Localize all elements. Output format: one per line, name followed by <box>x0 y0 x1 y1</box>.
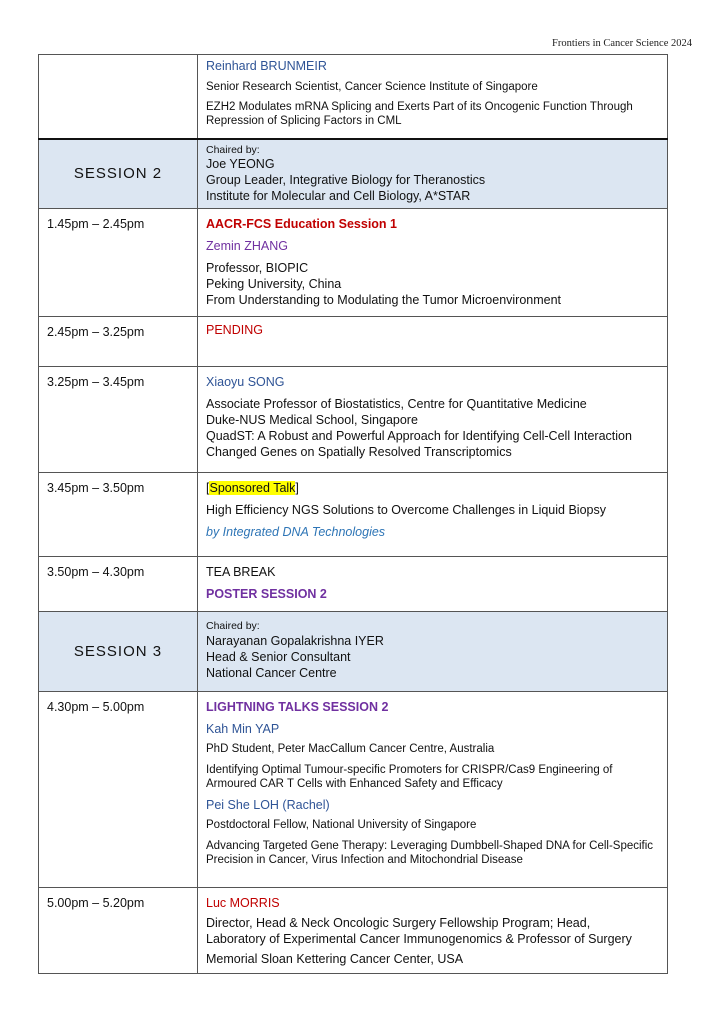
time-cell: 4.30pm – 5.00pm <box>39 692 198 888</box>
chair-institution: National Cancer Centre <box>206 666 337 680</box>
talk-title-line: Repression of Splicing Factors in CML <box>206 115 402 127</box>
session-heading: LIGHTNING TALKS SESSION 2 <box>206 700 389 714</box>
chair-cell <box>198 139 668 209</box>
talk-title-line: QuadST: A Robust and Powerful Approach for Identifying Cell-Cell Interaction <box>206 429 632 443</box>
table-row <box>39 888 668 974</box>
talk-title-line: EZH2 Modulates mRNA Splicing and Exerts Part of its Oncogenic Function Through <box>206 101 633 113</box>
table-row <box>39 473 668 557</box>
talk-title: From Understanding to Modulating the Tumor Microenvironment <box>206 293 562 307</box>
talk-title-line: Precision in Cancer, Virus Infection and Mitochondrial Disease <box>206 854 523 866</box>
chair-role: Group Leader, Integrative Biology for Theranostics <box>206 172 486 187</box>
time-cell: 2.45pm – 3.25pm <box>39 317 198 367</box>
time-cell: 3.50pm – 4.30pm <box>39 557 198 612</box>
chair-role: Head & Senior Consultant <box>206 650 351 664</box>
tea-break-label: TEA BREAK <box>206 565 276 579</box>
time-cell: 1.45pm – 2.45pm <box>39 209 198 317</box>
content-cell <box>198 55 668 139</box>
sponsored-tag-line <box>206 481 659 495</box>
chaired-by-label: Chaired by: <box>206 620 260 632</box>
poster-session-label: POSTER SESSION 2 <box>206 587 327 601</box>
talk-title-line: Armoured CAR T Cells with Enhanced Safety and Efficacy <box>206 778 503 790</box>
speaker-name: Xiaoyu SONG <box>206 375 285 389</box>
table-row <box>39 55 668 139</box>
chair-name: Joe YEONG <box>206 156 275 171</box>
speaker-role: Laboratory of Experimental Cancer Immunogenomics & Professor of Surgery <box>206 932 632 946</box>
time-cell: 5.00pm – 5.20pm <box>39 888 198 974</box>
session-header-row <box>39 612 668 692</box>
talk-title: High Efficiency NGS Solutions to Overcome Challenges in Liquid Biopsy <box>206 503 606 517</box>
talk-title-line: Advancing Targeted Gene Therapy: Leveraging Dumbbell-Shaped DNA for Cell-Specific <box>206 840 654 852</box>
speaker-affiliation: Postdoctoral Fellow, National University of Singapore <box>206 819 477 831</box>
speaker-name: Zemin ZHANG <box>206 239 288 253</box>
chair-institution: Institute for Molecular and Cell Biology, A*STAR <box>206 188 471 203</box>
speaker-name: Pei She LOH (Rachel) <box>206 798 330 812</box>
table-row <box>39 209 668 317</box>
speaker-affiliation: Memorial Sloan Kettering Cancer Center, USA <box>206 952 464 966</box>
talk-title-line: Changed Genes on Spatially Resolved Transcriptomics <box>206 445 512 459</box>
speaker-name: Reinhard BRUNMEIR <box>206 59 327 73</box>
speaker-affiliation: Peking University, China <box>206 277 342 291</box>
speaker-role: Professor, BIOPIC <box>206 261 309 275</box>
content-cell <box>198 317 668 367</box>
content-cell <box>198 209 668 317</box>
bracket-open: [ <box>206 481 210 495</box>
schedule-table <box>38 54 668 974</box>
table-row <box>39 557 668 612</box>
session-header-row <box>39 139 668 209</box>
chaired-by-label: Chaired by: <box>206 143 260 156</box>
talk-title-line: Identifying Optimal Tumour-specific Promoters for CRISPR/Cas9 Engineering of <box>206 764 613 776</box>
speaker-name: Luc MORRIS <box>206 896 280 910</box>
speaker-name: Kah Min YAP <box>206 722 280 736</box>
speaker-role: Director, Head & Neck Oncologic Surgery Fellowship Program; Head, <box>206 916 591 930</box>
content-cell <box>198 473 668 557</box>
pending-status: PENDING <box>206 323 263 337</box>
session-label: SESSION 2 <box>39 139 198 209</box>
sponsor-name: by Integrated DNA Technologies <box>206 525 386 539</box>
content-cell <box>198 557 668 612</box>
table-row <box>39 317 668 367</box>
time-cell: 3.25pm – 3.45pm <box>39 367 198 473</box>
speaker-role: Associate Professor of Biostatistics, Centre for Quantitative Medicine <box>206 397 587 411</box>
table-row <box>39 692 668 888</box>
chair-name: Narayanan Gopalakrishna IYER <box>206 634 384 648</box>
time-cell <box>39 55 198 139</box>
sponsored-talk-tag: Sponsored Talk <box>209 481 296 495</box>
content-cell <box>198 367 668 473</box>
speaker-affiliation: Senior Research Scientist, Cancer Science Institute of Singapore <box>206 81 538 93</box>
bracket-close: ] <box>295 481 299 495</box>
table-row <box>39 367 668 473</box>
speaker-affiliation: PhD Student, Peter MacCallum Cancer Centre, Australia <box>206 743 495 755</box>
time-cell: 3.45pm – 3.50pm <box>39 473 198 557</box>
content-cell <box>198 888 668 974</box>
page-header: Frontiers in Cancer Science 2024 <box>552 38 692 49</box>
content-cell <box>198 692 668 888</box>
speaker-affiliation: Duke-NUS Medical School, Singapore <box>206 413 418 427</box>
chair-cell <box>198 612 668 692</box>
session-heading: AACR-FCS Education Session 1 <box>206 217 397 231</box>
session-label: SESSION 3 <box>39 612 198 692</box>
